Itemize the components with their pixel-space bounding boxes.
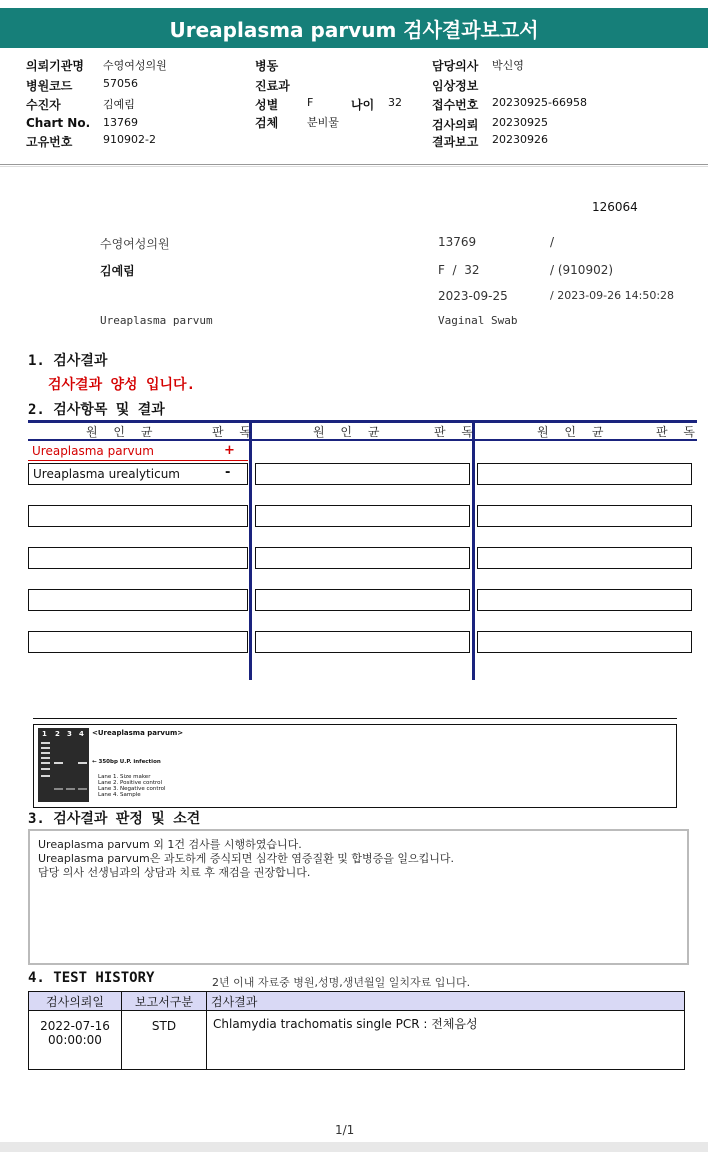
history-header-row (29, 992, 685, 1011)
result-row (28, 463, 248, 485)
gel-band (78, 762, 87, 764)
section2-title: 2. 검사항목 및 결과 (28, 402, 165, 418)
patient-value: 김예림 (103, 98, 135, 111)
gel-band (78, 788, 87, 790)
clinical-info-label: 임상정보 (432, 79, 479, 93)
page-number: 1/1 (335, 1123, 355, 1137)
section1-title: 1. 검사결과 (28, 353, 108, 369)
history-time: 00:00:00 (48, 1033, 102, 1047)
result-row-name: Ureaplasma parvum (32, 444, 154, 458)
summary-test-name: Ureaplasma parvum (100, 314, 213, 327)
gel-lane-number: 1 (42, 730, 47, 738)
gel-band (41, 762, 50, 764)
empty-cell (255, 631, 470, 653)
chart-no-label: Chart No. (26, 116, 91, 130)
gel-band (41, 757, 50, 759)
report-title: Ureaplasma parvum 검사결과보고서 (0, 8, 708, 48)
summary-birth: / (910902) (550, 263, 614, 277)
page-bottom-bar (0, 1142, 708, 1152)
gel-lane-number: 4 (79, 730, 84, 738)
institution-value: 수영여성의원 (103, 59, 167, 72)
specimen-value: 분비물 (307, 116, 339, 129)
empty-cell (477, 505, 692, 527)
col1-judgement-header: 판 독 (212, 425, 257, 439)
finding-line: Ureaplasma parvum은 과도하게 증식되면 심각한 염증질환 및 합병증을 일으킵니다. (38, 852, 454, 865)
ward-label: 병동 (255, 59, 279, 73)
summary-specimen: Vaginal Swab (438, 314, 518, 327)
gel-lane-number: 3 (67, 730, 72, 738)
gel-band (41, 768, 50, 770)
empty-cell (255, 589, 470, 611)
gel-heading: <Ureaplasma parvum> (92, 729, 184, 737)
gel-band (41, 752, 50, 754)
sex-label: 성별 (255, 98, 279, 112)
receipt-no-label: 접수번호 (432, 98, 479, 112)
findings-box (28, 829, 689, 965)
empty-cell (28, 589, 248, 611)
history-date: 2022-07-16 (40, 1019, 110, 1033)
empty-cell (477, 589, 692, 611)
report-date-value: 20230926 (492, 133, 548, 146)
empty-cell (28, 547, 248, 569)
finding-line: 담당 의사 선생님과의 상담과 치료 후 재검을 권장합니다. (38, 866, 311, 879)
gel-band (54, 762, 63, 764)
gel-caption: Lane 3. Negative control (98, 786, 166, 792)
history-type: STD (122, 1011, 207, 1070)
empty-cell (255, 442, 470, 460)
col2-pathogen-header: 원 인 균 (313, 425, 386, 439)
age-value: 32 (388, 96, 402, 109)
empty-cell (28, 505, 248, 527)
empty-cell (477, 631, 692, 653)
section4-title: 4. TEST HISTORY (28, 970, 155, 986)
history-date-cell (29, 1011, 122, 1070)
sex-value: F (307, 96, 314, 109)
department-label: 진료과 (255, 79, 290, 93)
gel-electrophoresis-image (38, 728, 89, 802)
section1-result: 검사결과 양성 입니다. (48, 377, 196, 393)
chart-no-value: 13769 (103, 116, 138, 129)
col3-pathogen-header: 원 인 균 (537, 425, 610, 439)
gel-caption: Lane 1. Size maker (98, 774, 151, 780)
gel-band-label: ← 350bp U.P. infection (92, 759, 161, 765)
history-col-result: 검사결과 (207, 992, 685, 1011)
history-result: Chlamydia trachomatis single PCR : 전체음성 (207, 1011, 685, 1070)
empty-cell (477, 547, 692, 569)
report-code: 126064 (592, 200, 638, 214)
empty-cell (255, 463, 470, 485)
doctor-label: 담당의사 (432, 59, 479, 73)
doctor-value: 박신영 (492, 59, 524, 72)
history-col-type: 보고서구분 (122, 992, 207, 1011)
col3-judgement-header: 판 독 (656, 425, 701, 439)
receipt-no-value: 20230925-66958 (492, 96, 587, 109)
report-date-label: 결과보고 (432, 135, 479, 149)
history-table (28, 991, 685, 1070)
gel-caption: Lane 2. Positive control (98, 780, 163, 786)
result-row-positive (28, 442, 248, 461)
request-date-value: 20230925 (492, 116, 548, 129)
history-col-date: 검사의뢰일 (29, 992, 122, 1011)
result-row-name: Ureaplasma urealyticum (33, 467, 180, 481)
request-date-label: 검사의뢰 (432, 118, 479, 132)
unique-no-label: 고유번호 (26, 135, 73, 149)
section3-title: 3. 검사결과 판정 및 소견 (28, 811, 201, 827)
age-label: 나이 (351, 98, 375, 112)
patient-label: 수진자 (26, 98, 61, 112)
col1-pathogen-header: 원 인 균 (86, 425, 159, 439)
hospital-code-value: 57056 (103, 77, 138, 90)
gel-band (41, 747, 50, 749)
summary-reported: / 2023-09-26 14:50:28 (550, 289, 675, 302)
finding-line: Ureaplasma parvum 외 1건 검사를 시행하였습니다. (38, 838, 302, 851)
gel-band (54, 788, 63, 790)
header-divider (0, 164, 708, 165)
history-row (29, 1011, 685, 1070)
specimen-label: 검체 (255, 116, 279, 130)
gel-top-rule (33, 718, 677, 719)
header-divider-shadow (0, 166, 708, 167)
result-row-judgement: + (224, 443, 235, 458)
gel-caption: Lane 4. Sample (98, 792, 141, 798)
grid-col-divider-1 (249, 420, 252, 680)
grid-col-divider-2 (472, 420, 475, 680)
summary-slash: / (550, 235, 555, 249)
empty-cell (28, 631, 248, 653)
summary-sex-age: F / 32 (438, 263, 480, 277)
col2-judgement-header: 판 독 (434, 425, 479, 439)
history-note: 2년 이내 자료중 병원,성명,생년월일 일치자료 입니다. (212, 976, 471, 989)
gel-band (41, 742, 50, 744)
hospital-code-label: 병원코드 (26, 79, 73, 93)
result-row-judgement: - (225, 465, 231, 480)
summary-collected: 2023-09-25 (438, 289, 508, 303)
institution-label: 의뢰기관명 (26, 59, 84, 73)
empty-cell (255, 547, 470, 569)
gel-lane-number: 2 (55, 730, 60, 738)
unique-no-value: 910902-2 (103, 133, 156, 146)
summary-institution: 수영여성의원 (100, 237, 170, 251)
empty-cell (477, 463, 692, 485)
gel-band (66, 788, 75, 790)
summary-chart-no: 13769 (438, 235, 477, 249)
empty-cell (255, 505, 470, 527)
gel-band (41, 775, 50, 777)
summary-patient: 김예림 (100, 264, 135, 278)
